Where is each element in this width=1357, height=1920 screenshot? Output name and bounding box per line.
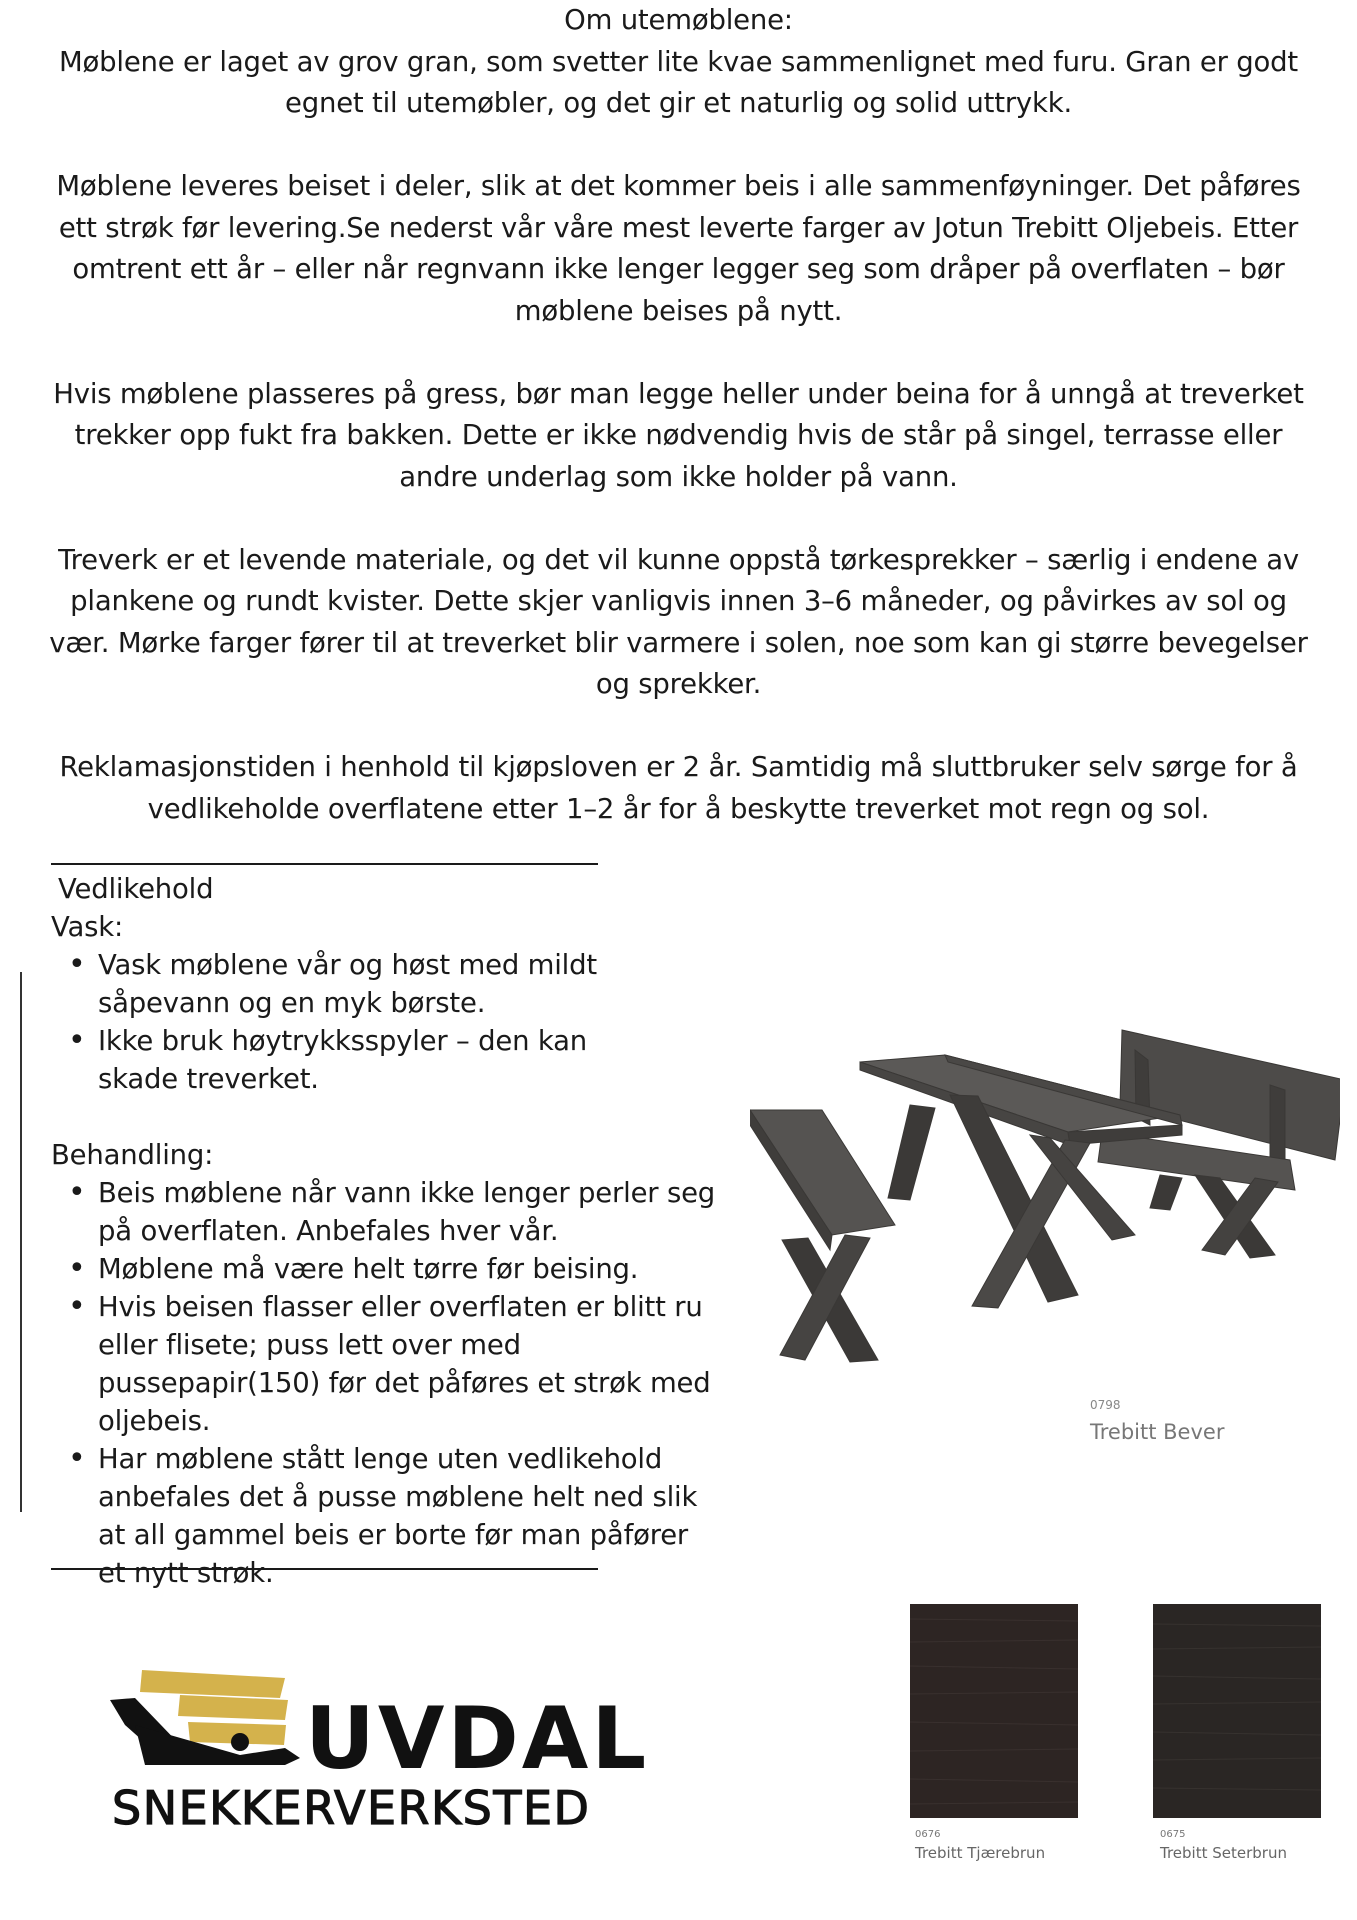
- divider-bottom: [51, 1568, 598, 1570]
- color-swatch-seterbrun: [1153, 1604, 1321, 1818]
- photo-color-name: Trebitt Bever: [1090, 1420, 1225, 1444]
- maintenance-section: [51, 870, 731, 1592]
- intro-section: [40, 0, 1317, 872]
- intro-paragraph: Møblene leveres beiset i deler, slik at det kommer beis i alle sammenføyninger. Det påføres ett strøk før levering.Se nederst vår våre mest leverte farger av Jotun Trebitt Oljebeis. Etter omtrent ett år – eller når regnvann ikke lenger legger seg som dråper på overflaten – bør møblene beises på nytt.: [56, 170, 1301, 327]
- wash-list: [51, 946, 658, 1098]
- intro-paragraph: Treverk er et levende materiale, og det vil kunne oppstå tørkesprekker – særlig i endene av plankene og rundt kvister. Dette skjer vanligvis innen 3–6 måneder, og påvirkes av sol og vær. Mørke farger fører til at treverket blir varmere i solen, noe som kan gi større bevegelser og sprekker.: [49, 543, 1308, 700]
- intro-paragraph: Reklamasjonstiden i henhold til kjøpsloven er 2 år. Samtidig må sluttbruker selv sørge for å vedlikeholde overflatene etter 1–2 år for å beskytte treverket mot regn og sol.: [59, 751, 1298, 825]
- intro-paragraph: Møblene er laget av grov gran, som svetter lite kvae sammenlignet med furu. Gran er godt egnet til utemøbler, og det gir et naturlig og solid uttrykk.: [58, 45, 1299, 119]
- backrest-bench: [1098, 1030, 1340, 1258]
- photo-code: 0798: [1090, 1398, 1121, 1412]
- logo-wordmark: UVDAL: [305, 1689, 650, 1789]
- list-item: • Vask møblene vår og høst med mildt såpevann og en myk børste.: [98, 946, 658, 1022]
- vertical-divider: [20, 972, 22, 1512]
- intro-paragraph: Hvis møblene plasseres på gress, bør man legge heller under beina for å unngå at treverket trekker opp fukt fra bakken. Dette er ikke nødvendig hvis de står på singel, terrasse eller andre underlag som ikke holder på vann.: [53, 377, 1304, 493]
- wood-texture: [1153, 1604, 1321, 1818]
- swatch-code: 0676: [915, 1829, 941, 1840]
- list-item: • Møblene må være helt tørre før beising.: [98, 1250, 718, 1288]
- list-item: • Hvis beisen flasser eller overflaten er blitt ru eller flisete; puss lett over med pussepapir(150) før det påføres et strøk med oljebeis.: [98, 1288, 718, 1440]
- wash-heading: Vask:: [51, 911, 124, 943]
- intro-heading: Om utemøblene:: [564, 4, 793, 36]
- uvdal-logo-icon: [110, 1670, 310, 1780]
- logo-subtitle: SNEKKERVERKSTED: [112, 1781, 591, 1835]
- swatch-name: Trebitt Seterbrun: [1160, 1844, 1287, 1862]
- color-swatch-tjaerebrun: [910, 1604, 1078, 1818]
- treatment-heading: Behandling:: [51, 1139, 214, 1171]
- treatment-list: [51, 1174, 718, 1592]
- wood-texture: [910, 1604, 1078, 1818]
- swatch-code: 0675: [1160, 1829, 1186, 1840]
- furniture-photo: [750, 1010, 1340, 1380]
- list-item: • Beis møblene når vann ikke lenger perler seg på overflaten. Anbefales hver vår.: [98, 1174, 718, 1250]
- divider-top: [51, 863, 598, 865]
- list-item: • Har møblene stått lenge uten vedlikehold anbefales det å pusse møblene helt ned slik at all gammel beis er borte før man påfører et nytt strøk.: [98, 1440, 718, 1592]
- swatch-name: Trebitt Tjærebrun: [915, 1844, 1046, 1862]
- list-item: • Ikke bruk høytrykksspyler – den kan skade treverket.: [98, 1022, 658, 1098]
- maintenance-title: Vedlikehold: [58, 873, 214, 905]
- front-bench: [750, 1110, 895, 1362]
